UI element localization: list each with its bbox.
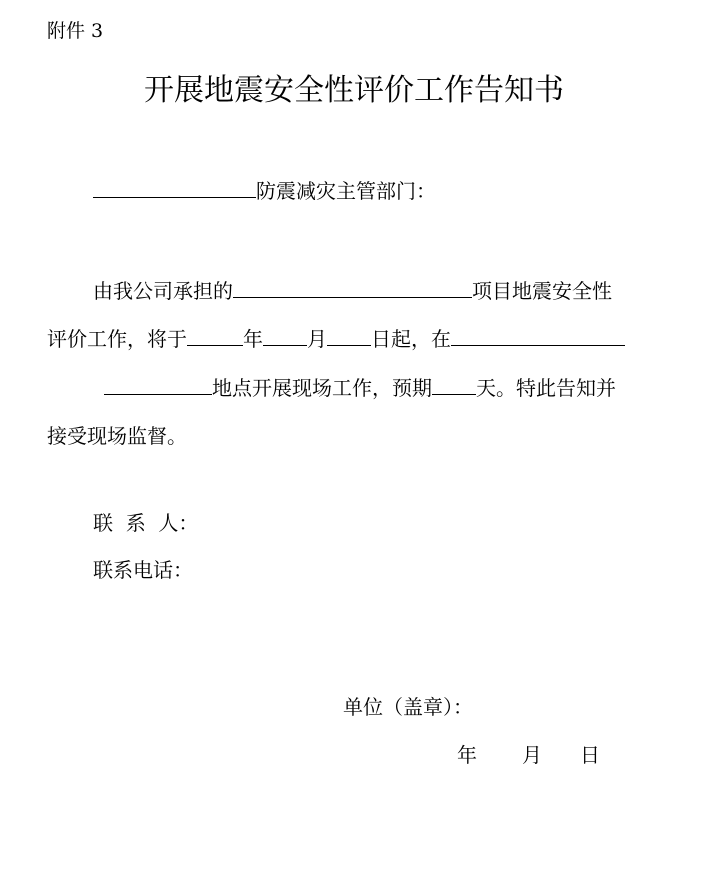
line2-prefix: 评价工作，将于 [47, 327, 187, 351]
sig-day-label: 日 [580, 743, 600, 767]
paragraph-line-4: 接受现场监督。 [47, 424, 187, 448]
line3-suffix: 天。特此告知并 [476, 376, 616, 400]
line1-suffix: 项目地震安全性 [472, 279, 612, 303]
line3-mid: 地点开展现场工作，预期 [212, 376, 432, 400]
document-title: 开展地震安全性评价工作告知书 [144, 73, 564, 108]
line1-prefix: 由我公司承担的 [93, 279, 233, 303]
recipient-line [93, 177, 436, 203]
recipient-suffix: 防震减灾主管部门： [256, 179, 436, 203]
month-blank[interactable] [263, 325, 307, 346]
paragraph-line-2 [47, 325, 625, 351]
location-blank-2[interactable] [104, 374, 212, 395]
location-blank-1[interactable] [451, 325, 625, 346]
attachment-label: 附件 3 [47, 20, 104, 42]
month-label: 月 [307, 327, 327, 351]
year-blank[interactable] [187, 325, 243, 346]
year-label: 年 [243, 327, 263, 351]
contact-person-label: 联 系 人： [93, 511, 199, 535]
sig-month-label: 月 [522, 743, 542, 767]
paragraph-line-3 [104, 374, 616, 400]
paragraph-line-1 [93, 277, 612, 303]
duration-blank[interactable] [432, 374, 476, 395]
unit-seal-label: 单位（盖章）： [343, 695, 473, 719]
contact-phone-label: 联系电话： [93, 558, 193, 582]
recipient-blank[interactable] [93, 177, 256, 198]
sig-year-label: 年 [457, 743, 477, 767]
day-start-label: 日起，在 [371, 327, 451, 351]
day-blank[interactable] [327, 325, 371, 346]
signature-date [457, 743, 600, 767]
project-name-blank[interactable] [233, 277, 472, 298]
